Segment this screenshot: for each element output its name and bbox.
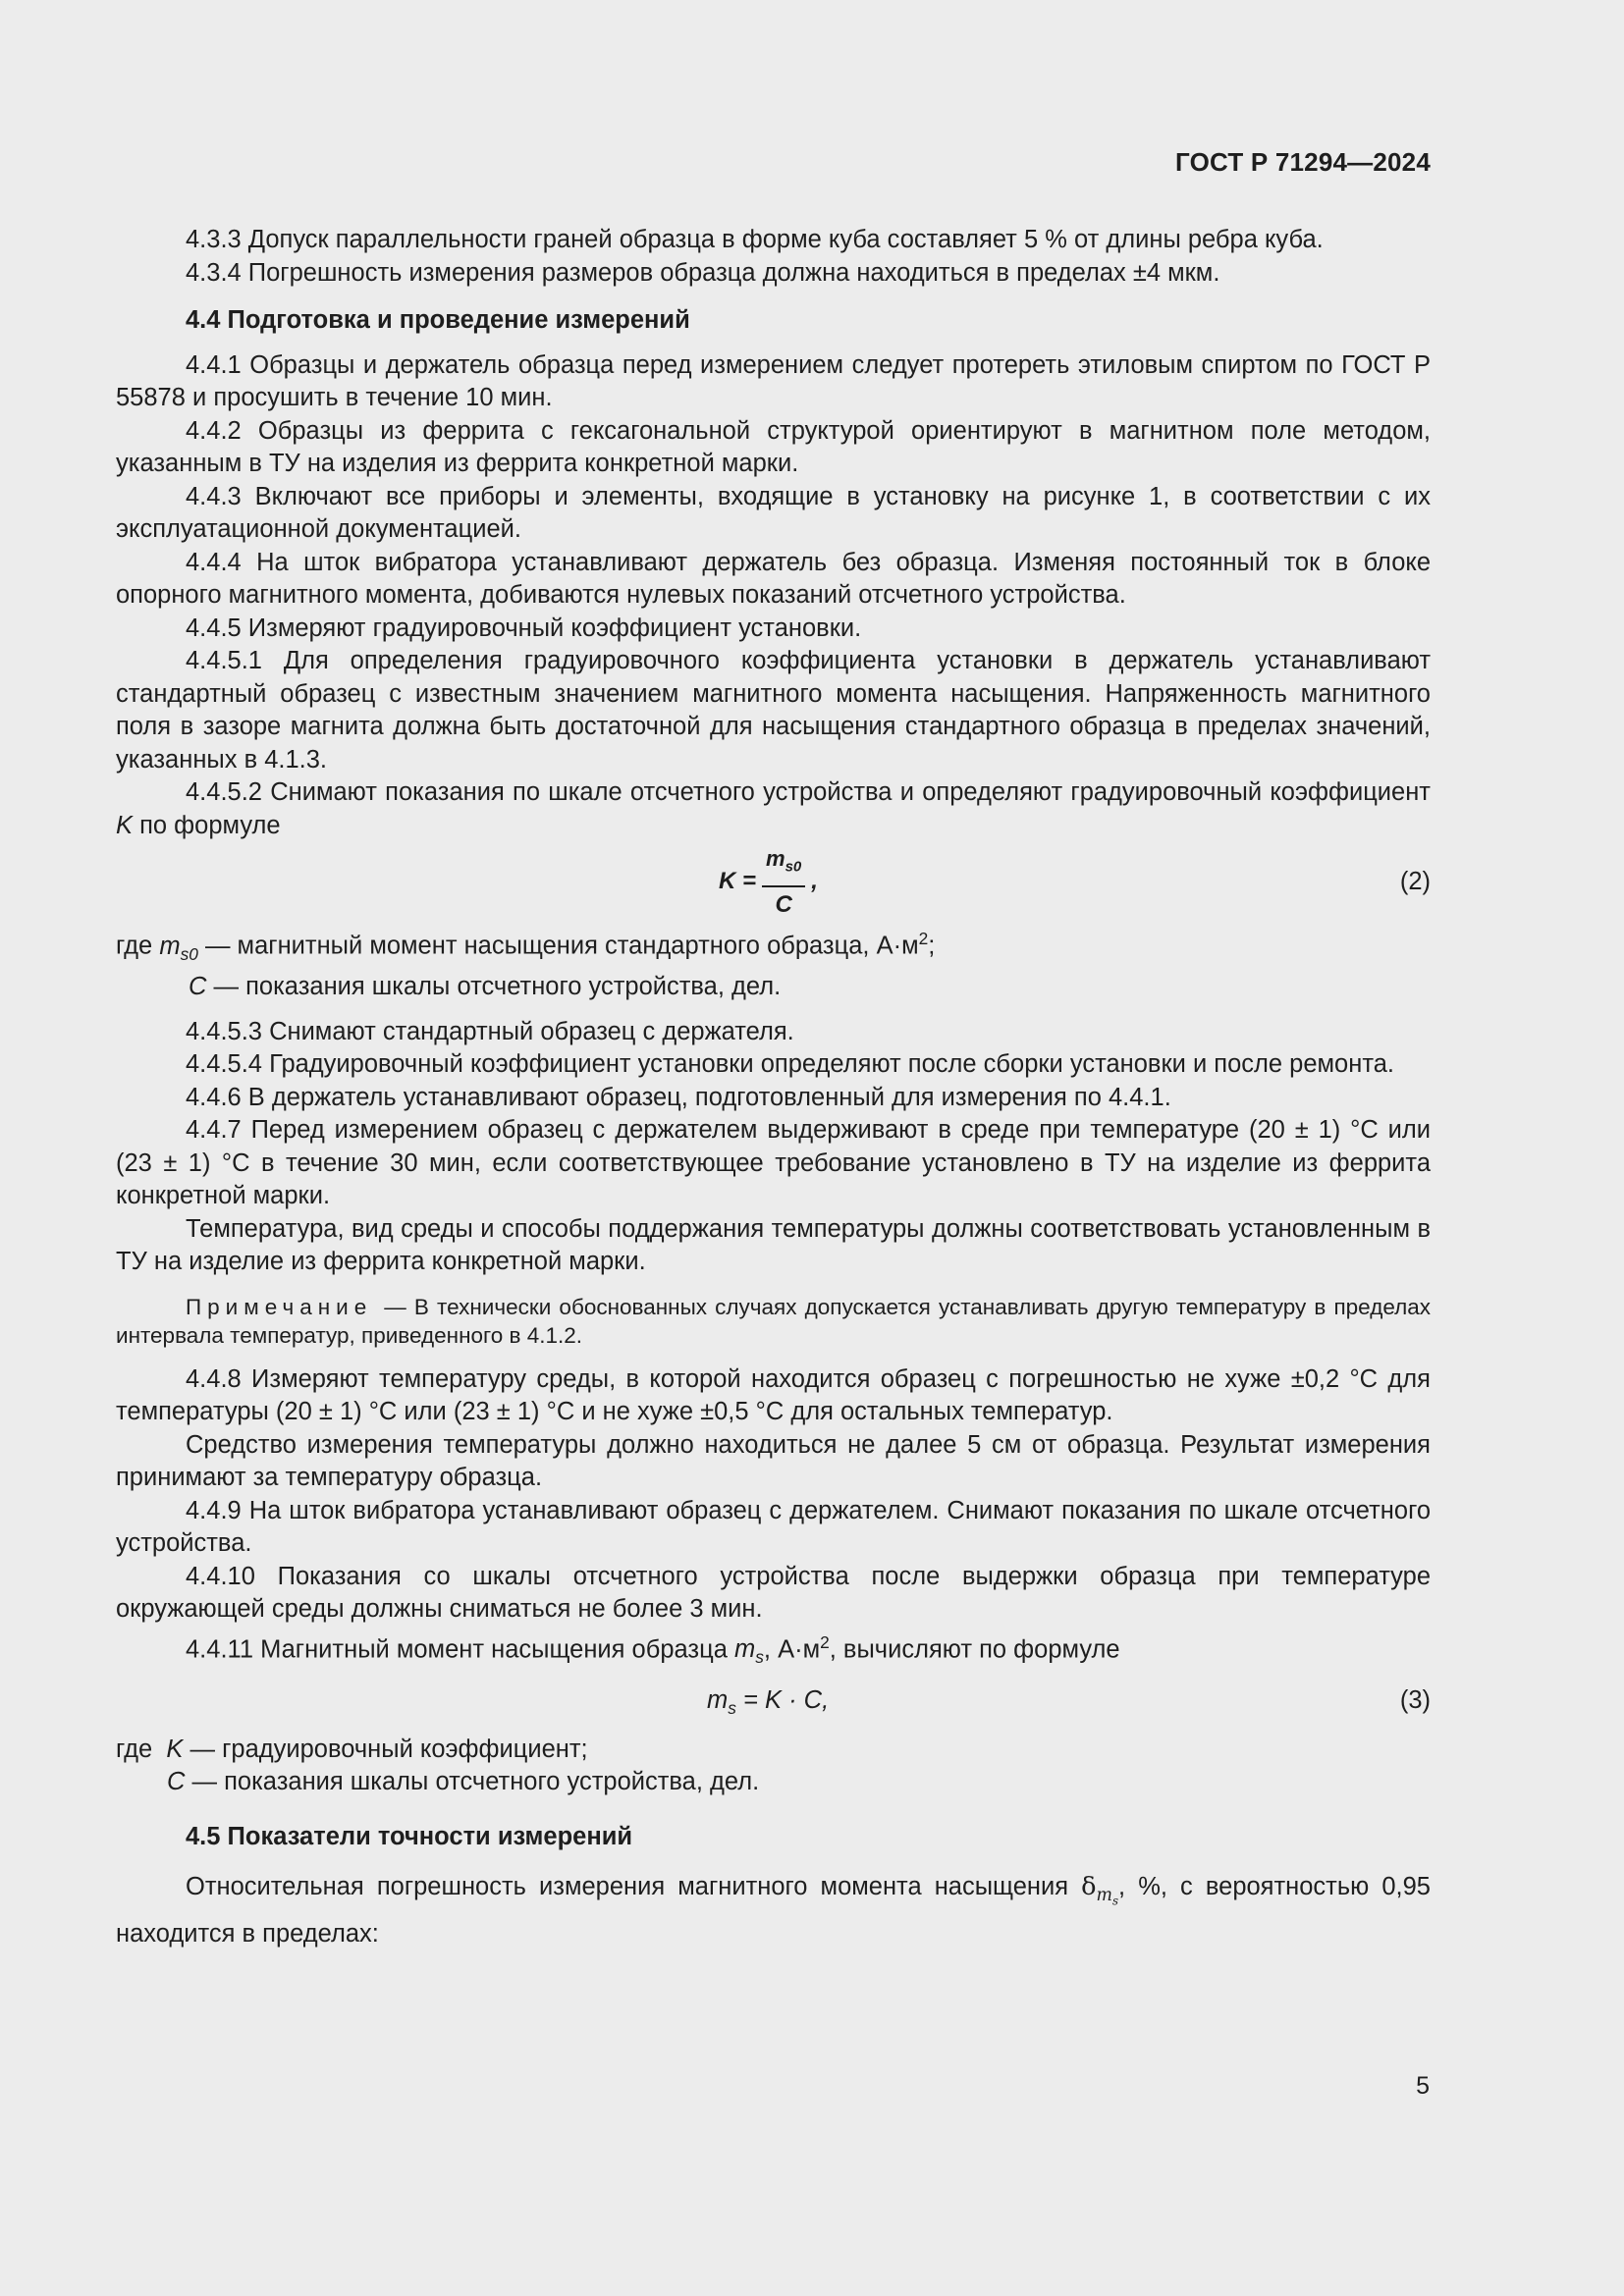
para-4-5-text-a: Относительная погрешность измерения магнитного момента насыщения bbox=[186, 1873, 1069, 1901]
var-ms-sub: s bbox=[755, 1647, 764, 1668]
var-k: K bbox=[116, 811, 134, 839]
where-3-var-2: С bbox=[167, 1768, 186, 1796]
para-4-4-3: 4.4.3 Включают все приборы и элементы, входящие в установку на рисунке 1, в соответствии с их эксплуатационной документацией. bbox=[116, 482, 1431, 543]
where-block-3-line-1 bbox=[116, 1734, 1431, 1767]
para-4-4-11-text-b: , А·м bbox=[763, 1635, 821, 1664]
var-ms-base: m bbox=[734, 1635, 756, 1664]
unit-squared: 2 bbox=[820, 1631, 830, 1652]
para-4-4-5-2-text-b: по формуле bbox=[139, 811, 281, 839]
para-4-4-5-2 bbox=[116, 776, 1431, 842]
section-heading-4-4: 4.4 Подготовка и проведение измерений bbox=[186, 306, 690, 334]
formula-3 bbox=[116, 1684, 1431, 1724]
where-block-2-line-1 bbox=[116, 923, 1431, 971]
note-text: — В технически обоснованных случаях допускается устанавливать другую температуру в пределах интервала температур, приведенного в 4.1.2. bbox=[116, 1294, 1431, 1348]
formula-3-var: m bbox=[707, 1685, 729, 1714]
document-body bbox=[116, 224, 1431, 1951]
para-4-5 bbox=[116, 1871, 1431, 1951]
formula-2-denominator: C bbox=[775, 890, 792, 918]
formula-3-number: (3) bbox=[1399, 1685, 1431, 1714]
formula-2-number: (2) bbox=[1399, 868, 1431, 895]
where-2-var-2: С bbox=[189, 973, 207, 1001]
section-heading-4-5: 4.5 Показатели точности измерений bbox=[186, 1822, 633, 1850]
para-4-4-5-3: 4.4.5.3 Снимают стандартный образец с держателя. bbox=[186, 1017, 794, 1045]
delta-base: δ bbox=[1081, 1872, 1097, 1902]
para-4-4-1: 4.4.1 Образцы и держатель образца перед измерением следует протереть этиловым спиртом по ГОСТ Р 55878 и просушить в течение 10 мин. bbox=[116, 350, 1431, 411]
para-4-4-8-continued: Средство измерения температуры должно находиться не далее 5 см от образца. Результат измерения принимают за температуру образца. bbox=[116, 1430, 1431, 1492]
para-4-5-text-b: , %, с вероятностью 0,95 находится в пределах: bbox=[116, 1873, 1431, 1949]
formula-2-num-sub: s0 bbox=[785, 858, 802, 876]
where-2-desc-1-end: ; bbox=[928, 932, 936, 960]
formula-3-rhs: = K · C, bbox=[743, 1685, 830, 1714]
where-3-desc-1: — градуировочный коэффициент; bbox=[189, 1735, 588, 1763]
where-2-desc-1: — магнитный момент насыщения стандартного образца, А·м bbox=[204, 932, 919, 960]
para-4-4-5: 4.4.5 Измеряют градуировочный коэффициент установки. bbox=[186, 614, 862, 642]
para-4-4-6: 4.4.6 В держатель устанавливают образец, подготовленный для измерения по 4.4.1. bbox=[186, 1083, 1171, 1111]
para-4-3-4: 4.3.4 Погрешность измерения размеров образца должна находиться в пределах ±4 мкм. bbox=[186, 258, 1220, 287]
where-3-lead: где bbox=[116, 1735, 153, 1763]
delta-symbol bbox=[1081, 1872, 1119, 1908]
delta-sub-s: s bbox=[1111, 1894, 1119, 1908]
doc-code-header: ГОСТ Р 71294—2024 bbox=[1175, 147, 1431, 177]
where-3-desc-2: — показания шкалы отсчетного устройства, дел. bbox=[191, 1768, 760, 1796]
formula-3-sub: s bbox=[728, 1697, 736, 1718]
where-3-var-1: K bbox=[166, 1735, 184, 1763]
note bbox=[116, 1293, 1431, 1350]
formula-2 bbox=[116, 845, 1431, 918]
formula-2-tail: , bbox=[811, 868, 818, 895]
formula-2-numerator bbox=[762, 842, 805, 887]
where-2-var-1 bbox=[159, 932, 198, 964]
formula-2-lhs: K = bbox=[719, 868, 757, 895]
where-2-desc-2: — показания шкалы отсчетного устройства, дел. bbox=[213, 973, 782, 1001]
var-ms bbox=[734, 1635, 764, 1668]
formula-2-num-var: m bbox=[766, 845, 785, 871]
page-number: 5 bbox=[1416, 2072, 1430, 2100]
para-4-4-4: 4.4.4 На шток вибратора устанавливают держатель без образца. Изменяя постоянный ток в блоке опорного магнитного момента, добиваются нулевых показаний отсчетного устройства. bbox=[116, 548, 1431, 609]
para-4-4-8: 4.4.8 Измеряют температуру среды, в которой находится образец с погрешностью не хуже ±0,2 °С для температуры (20 ± 1) °С или (23 ± 1) °С и не хуже ±0,5 °С для остальных температур. bbox=[116, 1364, 1431, 1426]
para-4-4-5-1: 4.4.5.1 Для определения градуировочного коэффициента установки в держатель устанавливают стандартный образец с известным значением магнитного момента насыщения. Напряженность магнитного поля в зазоре магнита должна быть достаточной для насыщения стандартного образца в пределах значений, указанных в 4.1.3. bbox=[116, 647, 1431, 774]
para-4-4-2: 4.4.2 Образцы из феррита с гексагональной структурой ориентируют в магнитном поле методом, указанным в ТУ на изделия из феррита конкретной марки. bbox=[116, 416, 1431, 477]
para-4-4-11-text-a: 4.4.11 Магнитный момент насыщения образца bbox=[186, 1635, 728, 1664]
where-2-var-1-sub: s0 bbox=[180, 943, 198, 964]
para-4-4-10: 4.4.10 Показания со шкалы отсчетного устройства после выдержки образца при температуре окружающей среды должны сниматься не более 3 мин. bbox=[116, 1562, 1431, 1624]
formula-2-fraction bbox=[762, 842, 805, 921]
para-4-4-11 bbox=[116, 1627, 1431, 1675]
where-block-3-line-2 bbox=[116, 1766, 1431, 1799]
para-4-4-5-2-text-a: 4.4.5.2 Снимают показания по шкале отсчетного устройства и определяют градуировочный коэффициент bbox=[186, 778, 1431, 806]
para-4-4-11-text-c: , вычисляют по формуле bbox=[829, 1635, 1120, 1664]
para-4-4-7-continued: Температура, вид среды и способы поддержания температуры должны соответствовать установленным в ТУ на изделие из феррита конкретной марки. bbox=[116, 1214, 1431, 1276]
formula-3-expression bbox=[707, 1684, 829, 1726]
note-label: Примечание bbox=[186, 1294, 373, 1319]
where-lead: где bbox=[116, 932, 153, 960]
where-block-2-line-2 bbox=[116, 971, 1431, 1004]
delta-sub-m: m bbox=[1096, 1886, 1112, 1906]
para-4-4-5-4: 4.4.5.4 Градуировочный коэффициент установки определяют после сборки установки и после ремонта. bbox=[186, 1050, 1394, 1079]
para-4-3-3: 4.3.3 Допуск параллельности граней образца в форме куба составляет 5 % от длины ребра куба. bbox=[186, 226, 1324, 253]
para-4-4-9: 4.4.9 На шток вибратора устанавливают образец с держателем. Снимают показания по шкале отсчетного устройства. bbox=[116, 1496, 1431, 1558]
formula-2-expression bbox=[719, 845, 818, 918]
para-4-4-7: 4.4.7 Перед измерением образец с держателем выдерживают в среде при температуре (20 ± 1) °С или (23 ± 1) °С в течение 30 мин, если соответствующее требование установлено в ТУ на изделие из феррита конкретной марки. bbox=[116, 1116, 1431, 1210]
where-2-var-1-base: m bbox=[159, 932, 181, 960]
where-2-desc-1-sup: 2 bbox=[918, 929, 929, 948]
